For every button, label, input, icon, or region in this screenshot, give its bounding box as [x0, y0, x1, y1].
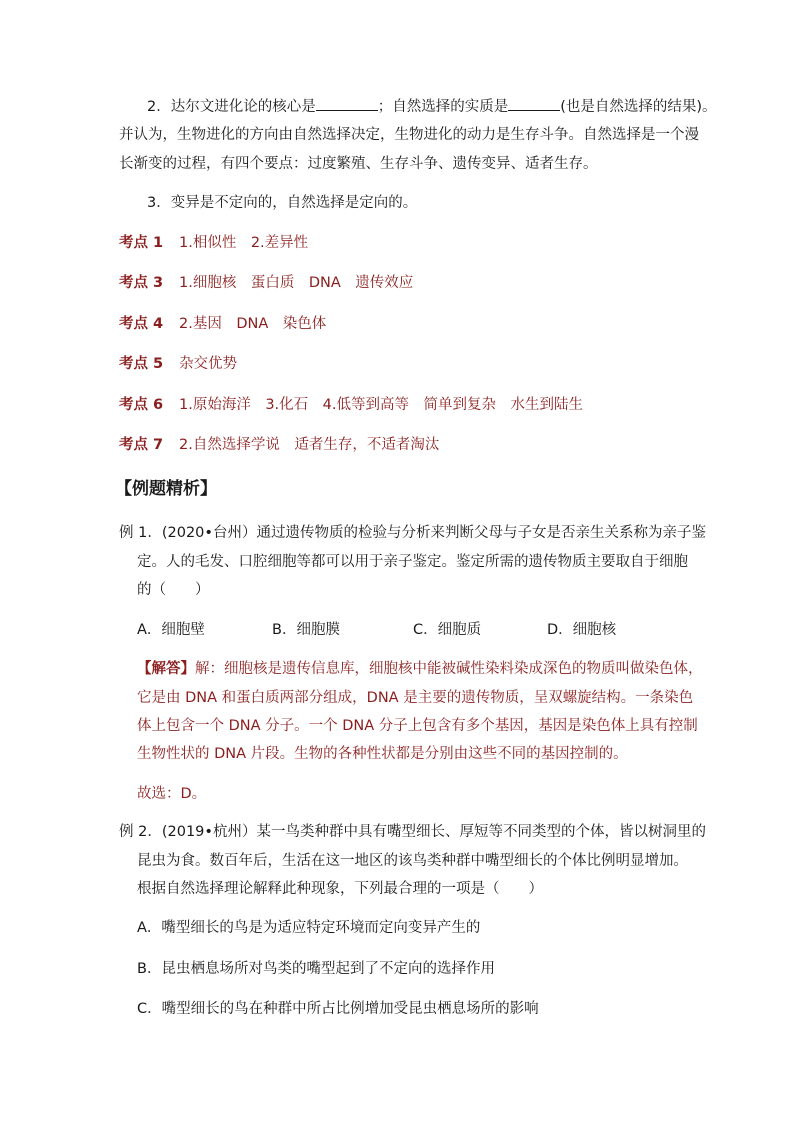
example2-option-b: B．昆虫栖息场所对鸟类的嘴型起到了不定向的选择作用	[137, 961, 495, 977]
example2-option-c: C．嘴型细长的鸟在种群中所占比例增加受昆虫栖息场所的影响	[137, 1001, 539, 1017]
answer-row-3	[119, 314, 326, 334]
summary-p2-text2: ；自然选择的实质是	[377, 99, 509, 115]
summary-p2-text1: 2．达尔文进化论的核心是	[147, 99, 316, 115]
summary-p2-text3: (也是自然选择的结果)。	[560, 99, 717, 115]
example1-analysis-line3: 体上包含一个 DNA 分子。一个 DNA 分子上包含有多个基因，基因是染色体上具有控制	[137, 718, 698, 734]
example1-option-a: A．细胞壁	[137, 622, 205, 638]
answer-text: 1.原始海洋 3.化石 4.低等到高等 简单到复杂 水生到陆生	[179, 397, 584, 413]
summary-p2-line1	[147, 95, 717, 117]
summary-p2-line3: 长渐变的过程，有四个要点：过度繁殖、生存斗争、遗传变异、适者生存。	[119, 156, 598, 172]
example1-choice: 故选：D。	[137, 786, 207, 802]
example1-option-d: D．细胞核	[547, 622, 617, 638]
answer-label: 考点 7	[119, 437, 164, 453]
example1-analysis-line2: 它是由 DNA 和蛋白质两部分组成，DNA 是主要的遗传物质，呈双螺旋结构。一条染色	[137, 690, 694, 706]
analysis-text: 解：细胞核是遗传信息库，细胞核中能被碱性染料染成深色的物质叫做染色体，	[195, 661, 703, 677]
answer-text: 1.相似性 2.差异性	[179, 235, 309, 251]
answer-row-2	[119, 273, 413, 293]
example2-line3: 根据自然选择理论解释此种现象，下列最合理的一项是（ ）	[137, 881, 543, 897]
example1-analysis-line4: 生物性状的 DNA 片段。生物的各种性状都是分别由这些不同的基因控制的。	[137, 746, 628, 762]
answer-row-1	[119, 233, 308, 253]
example2-option-a: A．嘴型细长的鸟是为适应特定环境而定向变异产生的	[137, 920, 481, 936]
fill-blank-1	[316, 95, 378, 111]
answer-row-6	[119, 435, 439, 455]
answer-label: 考点 3	[119, 275, 164, 291]
answer-text: 杂交优势	[179, 356, 237, 372]
analysis-label: 【解答】	[137, 661, 195, 677]
example1-option-b: B．细胞膜	[272, 622, 340, 638]
answer-row-5	[119, 395, 583, 415]
answer-label: 考点 4	[119, 316, 164, 332]
example1-line2: 定。人的毛发、口腔细胞等都可以用于亲子鉴定。鉴定所需的遗传物质主要取自于细胞	[137, 554, 688, 570]
answer-text: 2.自然选择学说 适者生存，不适者淘汰	[179, 437, 440, 453]
answer-row-4	[119, 354, 237, 374]
summary-p2-line2: 并认为，生物进化的方向由自然选择决定，生物进化的动力是生存斗争。自然选择是一个漫	[119, 127, 699, 143]
answer-label: 考点 1	[119, 235, 164, 251]
answer-label: 考点 6	[119, 397, 164, 413]
example2-line2: 昆虫为食。数百年后，生活在这一地区的该鸟类种群中嘴型细长的个体比例明显增加。	[137, 853, 688, 869]
example1-analysis-line1	[137, 659, 703, 679]
summary-p3: 3．变异是不定向的，自然选择是定向的。	[147, 195, 418, 211]
answer-text: 1.细胞核 蛋白质 DNA 遗传效应	[179, 275, 414, 291]
example1-option-c: C．细胞质	[413, 622, 482, 638]
example2-line1: 例 2．(2019•杭州）某一鸟类种群中具有嘴型细长、厚短等不同类型的个体，皆以树洞里的	[119, 824, 706, 840]
section-heading: 【例题精析】	[115, 479, 217, 499]
answer-label: 考点 5	[119, 356, 164, 372]
example1-line3: 的（ ）	[137, 582, 210, 598]
fill-blank-2	[508, 95, 560, 111]
answer-text: 2.基因 DNA 染色体	[179, 316, 327, 332]
example1-line1: 例 1．(2020•台州）通过遗传物质的检验与分析来判断父母与子女是否亲生关系称为亲子鉴	[119, 525, 706, 541]
